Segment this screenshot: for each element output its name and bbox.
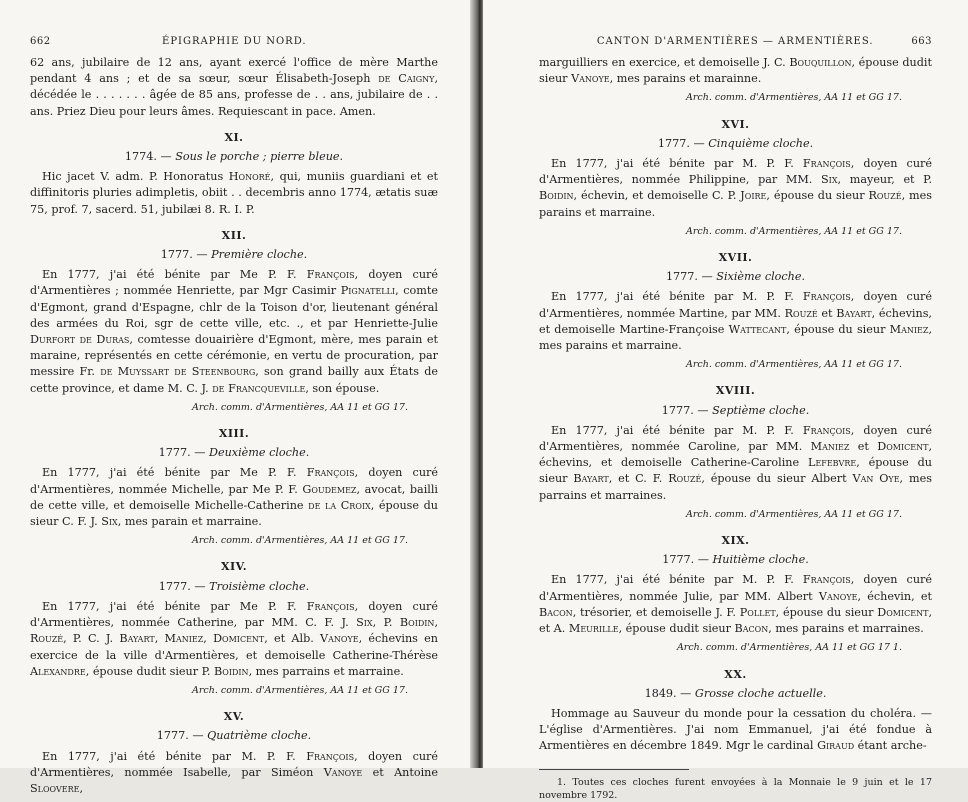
text-run: et Antoine [362, 765, 438, 779]
text-run: Hic jacet V. adm. P. Honoratus [42, 170, 229, 184]
inscription-text [539, 423, 932, 504]
text-run: En 1777, j'ai été bénite par M. P. F. [551, 573, 803, 587]
proper-name: Six [821, 173, 838, 187]
inscription-text [539, 706, 932, 755]
proper-name: Honoré [228, 170, 271, 184]
inscription-section [30, 709, 438, 797]
section-heading [30, 579, 438, 595]
text-run: , épouse du sieur [539, 456, 932, 486]
left-running-title: ÉPIGRAPHIE DU NORD. [162, 36, 307, 47]
right-page [483, 0, 968, 801]
text-run: , échevins, et demoiselle Catherine-Caroline [539, 440, 932, 470]
left-intro-paragraph [30, 55, 438, 120]
proper-name: Rouzé [784, 306, 818, 320]
inscription-text [539, 289, 932, 354]
section-date: 1777. [661, 403, 694, 417]
text-run: , comte d'Egmont, grand d'Espagne, chlr de la Toison d'or, lieutenant général des armées du Roi, sgr de cette ville, etc. ., et par Henriette-Julie [30, 284, 439, 330]
section-dash: — [188, 729, 208, 743]
section-heading [30, 445, 438, 461]
text-run: , épouse dudit sieur [618, 622, 735, 636]
text-run: En 1777, j'ai été bénite par M. P. F. [42, 749, 307, 763]
text-run: et [849, 440, 878, 454]
proper-name: Maniez [164, 632, 204, 646]
section-date: 1777. [662, 553, 695, 567]
text-run: , épouse du sieur [766, 189, 869, 203]
text-run: , épouse du sieur Albert [701, 472, 853, 486]
section-title: Deuxième cloche. [209, 446, 310, 460]
text-run: , mes parains et marainne. [609, 72, 762, 86]
archive-ref: Arch. comm. d'Armentières, AA 11 et GG 17. [686, 225, 902, 237]
text-run: , mes parains et marraine. [539, 322, 932, 353]
text-run: , doyen curé d'Armentières, nommée Martine, par MM. [539, 290, 932, 320]
text-run: , décédée le . . . . . . . âgée de 85 ans, professe de . . ans, jubilaire de . . ans. Priez Dieu pour leurs âmes. Requiescant in pace. Amen. [30, 72, 438, 118]
left-running-head [30, 36, 438, 47]
proper-name: Van Oye [852, 472, 900, 486]
text-run: et [817, 306, 837, 320]
section-heading [539, 269, 932, 285]
text-run: , épouse du sieur C. F. J. [30, 498, 438, 529]
proper-name: Lefebvre [808, 456, 857, 470]
text-run: En 1777, j'ai été bénite par M. P. F. [551, 423, 803, 437]
text-run: , échevins en exercice de la ville d'Armentières, et demoiselle Catherine-Thérèse [30, 632, 438, 662]
text-run: , et A. [539, 605, 933, 636]
archive-ref: Arch. comm. d'Armentières, AA 11 et GG 17. [686, 359, 902, 371]
right-intro-archive-ref: Arch. comm. d'Armentières, AA 11 et GG 17. [686, 92, 902, 104]
proper-name: Goudemez [302, 482, 357, 496]
section-number: XII. [221, 228, 247, 242]
text-run: , [434, 616, 438, 630]
text-run: , doyen curé d'Armentières, nommée Philippine, par MM. [539, 157, 932, 187]
proper-name: Pignatelli [340, 284, 396, 298]
text-run: , doyen curé d'Armentières ; nommée Henriette, par Mgr Casimir [30, 268, 438, 298]
proper-name: François [306, 749, 355, 763]
right-intro-paragraph [539, 55, 932, 87]
proper-name: Rouzé [30, 632, 64, 646]
inscription-text [30, 465, 438, 530]
text-run: , son grand bailly aux États de cette province, et dame M. C. J. [30, 365, 438, 395]
text-run: , trésorier, et demoiselle J. F. [572, 605, 740, 619]
proper-name: Joire [740, 189, 767, 203]
section-date: 1777. [156, 729, 189, 743]
section-dash: — [697, 270, 717, 284]
right-running-title: CANTON D'ARMENTIÈRES — ARMENTIÈRES. [596, 36, 874, 47]
text-run: marguilliers en exercice, et demoiselle J. C. [539, 56, 790, 69]
section-number: XIX. [721, 534, 750, 548]
section-dash: — [190, 579, 210, 593]
proper-name: François [306, 268, 355, 282]
text-run: , [154, 632, 165, 646]
inscription-section [539, 117, 932, 240]
inscription-text [30, 169, 438, 218]
proper-name: de Francqueville [212, 381, 306, 395]
footnote: 1. Toutes ces cloches furent envoyées à la Monnaie le 9 juin et le 17 novembre 1792. [539, 776, 932, 801]
inscription-text [539, 156, 932, 221]
text-run: , son épouse. [305, 381, 380, 395]
section-title: Sous le porche ; pierre bleue. [175, 150, 344, 164]
text-run: , doyen curé d'Armentières, nommée Michelle, par Me P. F. [30, 466, 438, 496]
section-date: 1777. [665, 270, 698, 284]
text-run: En 1777, j'ai été bénite par M. P. F. [551, 290, 803, 304]
section-number: XVIII. [715, 384, 756, 398]
inscription-section [30, 228, 438, 416]
text-run: , qui, muniis guardiani et et diffinitoris pluries adimpletis, obiit . . decembris anno 1774, ætatis suæ 75, prof. 7, sacerd. 51, jubilæi 8. R. I. P. [30, 170, 438, 216]
text-run: , épouse dudit sieur P. [85, 664, 215, 678]
inscription-section [30, 130, 438, 218]
archive-ref: Arch. comm. d'Armentières, AA 11 et GG 17. [192, 535, 408, 547]
section-number: XI. [224, 130, 244, 144]
section-dash: — [693, 403, 713, 417]
section-heading [539, 403, 932, 419]
inscription-section [539, 383, 932, 523]
left-page-number: 662 [30, 36, 51, 47]
proper-name: Bacon [734, 622, 769, 636]
text-run: , P. C. J. [63, 632, 120, 646]
section-title: Quatrième cloche. [207, 729, 312, 743]
proper-name: Rouzé [668, 472, 702, 486]
section-heading [30, 728, 438, 744]
proper-name: Maniez [889, 322, 929, 336]
proper-name: Domicent [877, 605, 929, 619]
proper-name: Vanoye [571, 72, 610, 86]
proper-name: Domicent [877, 440, 929, 454]
section-title: Première cloche. [211, 248, 308, 262]
footnote-rule [539, 769, 689, 770]
right-body [539, 55, 932, 802]
inscription-section [539, 667, 932, 755]
proper-name: de Muyssart de Steenbourg [100, 365, 256, 379]
section-title: Troisième cloche. [209, 579, 310, 593]
proper-name: Six [356, 616, 373, 630]
text-run: étant arche- [854, 739, 927, 753]
proper-name: Bayart [836, 306, 872, 320]
left-sections [30, 130, 438, 797]
text-run: , échevin, et demoiselle C. P. [573, 189, 741, 203]
text-run: , mayeur, et P. [837, 173, 932, 187]
proper-name: Wattecant [728, 322, 787, 336]
section-heading [30, 149, 438, 165]
section-heading [539, 686, 932, 702]
text-run: , doyen curé d'Armentières, nommée Isabelle, par Siméon [30, 749, 439, 779]
proper-name: Bouquillon [789, 56, 852, 69]
inscription-section [539, 250, 932, 373]
proper-name: Domicent [213, 632, 265, 646]
section-dash: — [689, 136, 709, 150]
proper-name: Boidin [539, 189, 574, 203]
text-run: , et C. F. [608, 472, 669, 486]
section-number: XIII. [218, 427, 250, 441]
section-dash: — [694, 553, 713, 567]
text-run: , avocat, bailli de cette ville, et demoiselle Michelle-Catherine [30, 482, 439, 512]
proper-name: Bacon [539, 605, 573, 619]
inscription-text [30, 749, 438, 798]
text-run: , mes parrains et marraine. [248, 664, 404, 678]
inscription-section [30, 559, 438, 699]
proper-name: Giraud [817, 739, 855, 753]
text-run: , P. [372, 616, 400, 630]
section-number: XVI. [721, 117, 750, 131]
section-dash: — [676, 686, 695, 700]
text-run: En 1777, j'ai été bénite par Me P. F. [42, 466, 307, 480]
section-title: Huitième cloche. [712, 553, 809, 567]
section-dash: — [190, 446, 209, 460]
proper-name: Bayart [573, 472, 609, 486]
proper-name: Vanoye [320, 632, 359, 646]
text-run: , comtesse douairière d'Egmont, mère, mes parain et maraine, représentés en cette cérémonie, en vertu de procuration, par messire Fr. [30, 333, 438, 379]
text-run: 62 ans, jubilaire de 12 ans, ayant exercé l'office de mère Marthe pendant 4 ans ; et de sa sœur, sœur Élisabeth-Joseph [30, 56, 438, 86]
archive-ref: Arch. comm. d'Armentières, AA 11 et GG 17. [686, 508, 902, 520]
inscription-text [539, 572, 932, 637]
text-run: , mes parains et marraine. [539, 189, 932, 219]
text-run: En 1777, j'ai été bénite par Me P. F. [42, 268, 307, 282]
proper-name: Pollet [739, 605, 776, 619]
proper-name: François [306, 466, 355, 480]
proper-name: Alexandre [30, 664, 86, 678]
right-sections [539, 117, 932, 755]
proper-name: Six [101, 515, 118, 529]
text-run: , doyen curé d'Armentières, nommée Caroline, par MM. [539, 423, 932, 454]
right-page-number: 663 [911, 36, 932, 47]
section-number: XX. [724, 667, 747, 681]
proper-name: Rouzé [868, 189, 902, 203]
section-heading [30, 247, 438, 263]
section-date: 1849. [644, 686, 677, 700]
section-dash: — [192, 248, 212, 262]
proper-name: Maniez [810, 440, 850, 454]
text-run: , doyen curé d'Armentières, nommée Catherine, par MM. C. F. J. [30, 599, 438, 630]
text-run: , et Alb. [264, 632, 321, 646]
proper-name: François [802, 573, 851, 587]
text-run: En 1777, j'ai été bénite par M. P. F. [551, 157, 803, 171]
text-run: , épouse du sieur [775, 605, 878, 619]
section-number: XIV. [220, 560, 248, 574]
text-run: Hommage au Sauveur du monde pour la cessation du choléra. — L'église d'Armentières. J'ai nom Emmanuel, j'ai été fondue à Armentières en décembre 1849. Mgr le cardinal [539, 706, 932, 753]
inscription-section [539, 533, 932, 656]
right-running-head [539, 36, 932, 47]
archive-ref: Arch. comm. d'Armentières, AA 11 et GG 17 1. [676, 642, 902, 654]
text-run: , échevin, et [857, 589, 932, 603]
section-heading [539, 136, 932, 152]
text-run: , [203, 632, 214, 646]
text-run: , doyen curé d'Armentières, nommée Julie, par MM. Albert [539, 573, 932, 603]
proper-name: François [306, 599, 355, 613]
proper-name: de Caigny [378, 72, 435, 86]
text-run: , mes parains et marraines. [768, 622, 924, 636]
archive-ref: Arch. comm. d'Armentières, AA 11 et GG 17. [192, 401, 408, 413]
section-number: XVII. [718, 251, 753, 265]
proper-name: Vanoye [323, 765, 363, 779]
text-run: , mes parrains et marraines. [539, 472, 932, 502]
inscription-section [30, 426, 438, 549]
section-title: Cinquième cloche. [708, 136, 814, 150]
text-run: , épouse du sieur [786, 322, 890, 336]
section-date: 1777. [657, 136, 690, 150]
section-title: Grosse cloche actuelle. [694, 686, 827, 700]
section-title: Septième cloche. [712, 403, 810, 417]
proper-name: Boidin [214, 664, 249, 678]
text-run: , mes parain et marraine. [117, 515, 262, 529]
section-title: Sixième cloche. [716, 270, 806, 284]
left-page [0, 0, 478, 795]
proper-name: François [802, 290, 851, 304]
section-dash: — [156, 150, 176, 164]
proper-name: Bayart [119, 632, 155, 646]
text-run: , épouse dudit sieur [539, 56, 932, 86]
archive-ref: Arch. comm. d'Armentières, AA 11 et GG 17. [192, 684, 408, 696]
proper-name: Boidin [399, 616, 435, 630]
text-run: , [79, 781, 83, 795]
proper-name: Meurille [568, 622, 619, 636]
text-run: En 1777, j'ai été bénite par Me P. F. [42, 599, 307, 613]
section-date: 1774. [124, 150, 157, 164]
proper-name: François [802, 157, 851, 171]
proper-name: de la Croix [308, 498, 371, 512]
proper-name: Vanoye [818, 589, 858, 603]
inscription-text [30, 267, 438, 397]
section-heading [539, 552, 932, 568]
section-date: 1777. [160, 248, 193, 262]
proper-name: Sloovere [30, 781, 80, 795]
section-date: 1777. [158, 579, 191, 593]
text-run: , échevins, et demoiselle Martine-Françoise [539, 306, 932, 336]
proper-name: François [802, 423, 851, 437]
section-number: XV. [223, 710, 245, 724]
section-date: 1777. [158, 446, 191, 460]
left-body [30, 55, 438, 797]
inscription-text [30, 599, 438, 680]
proper-name: Durfort de Duras [30, 333, 130, 347]
